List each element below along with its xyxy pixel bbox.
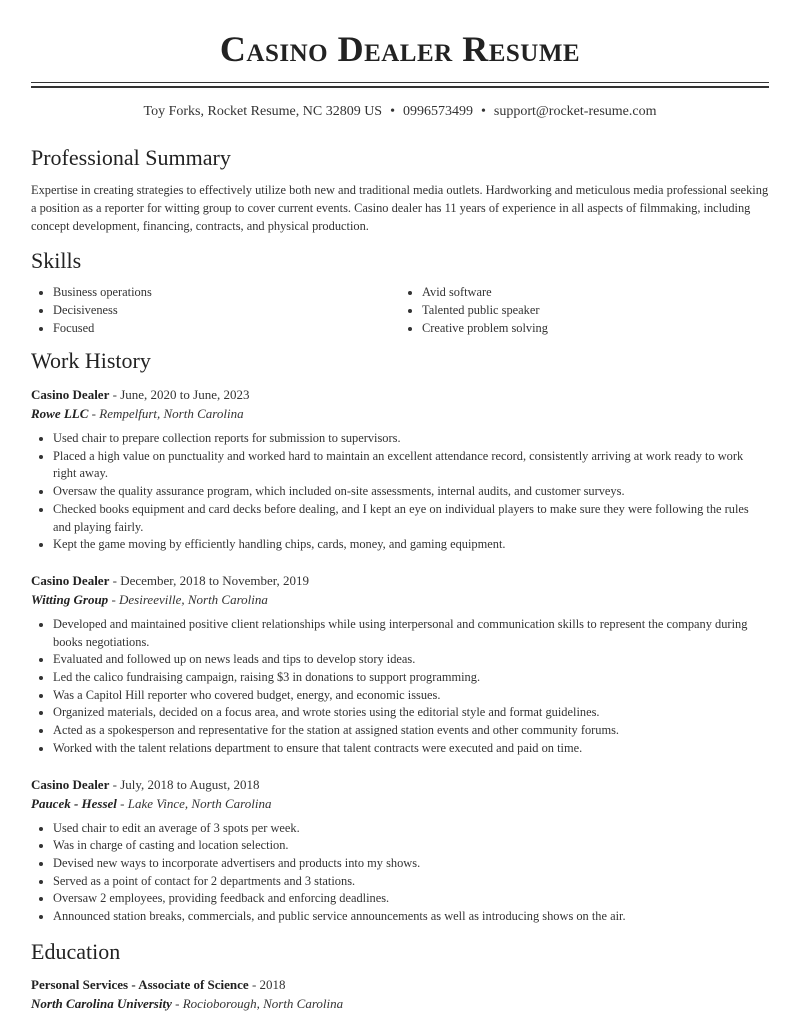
job-dates: - December, 2018 to November, 2019 bbox=[109, 572, 310, 588]
job-title-line bbox=[31, 571, 769, 590]
skills-section bbox=[31, 247, 769, 337]
job-bullet: • Kept the game moving by efficiently handling chips, cards, money, and gaming equipment. bbox=[53, 536, 769, 554]
job-dates: - June, 2020 to June, 2023 bbox=[109, 387, 250, 402]
professional-summary-section bbox=[31, 144, 769, 235]
job-bullet: • Served as a point of contact for 2 departments and 3 stations. bbox=[53, 873, 769, 891]
employer-name: Rowe LLC bbox=[31, 406, 89, 421]
employer-line bbox=[31, 404, 769, 423]
job-bullet: • Acted as a spokesperson and representative for the station at assigned station events and other community forums. bbox=[53, 722, 769, 740]
job-bullet: • Announced station breaks, commercials, and public service announcements as well as introducing shows on the air. bbox=[53, 908, 769, 926]
job-title: Casino Dealer bbox=[31, 387, 110, 402]
employer-name: Witting Group bbox=[31, 591, 109, 607]
skill-item: • Decisiveness bbox=[53, 301, 400, 319]
employer-name: Paucek - Hessel bbox=[31, 795, 117, 811]
employer-location: - Lake Vince, North Carolina bbox=[116, 795, 272, 811]
job-bullet: • Oversaw 2 employees, providing feedback and enforcing deadlines. bbox=[53, 890, 769, 908]
skill-item: • Talented public speaker bbox=[422, 301, 769, 319]
contact-phone: 0996573499 bbox=[403, 104, 473, 119]
job-bullets bbox=[31, 820, 769, 926]
job-title-line bbox=[31, 385, 769, 404]
summary-text: Expertise in creating strategies to effectively utilize both new and traditional media outlets. Hardworking and meticulous media professional seeking a position as a reporter for witting group to cover current events. Casino dealer has 11 years of experience in all aspects of filmmaking, including concept development, financing, contracts, and physical production. bbox=[31, 183, 769, 233]
job-bullet: • Led the calico fundraising campaign, raising $3 in donations to support programming. bbox=[53, 669, 769, 687]
work-history-section bbox=[31, 347, 769, 926]
skill-item: • Avid software bbox=[422, 283, 769, 301]
job-bullet: • Developed and maintained positive client relationships while using interpersonal and communication skills to represent the company during books negotiations. bbox=[53, 616, 769, 651]
job-title: Casino Dealer bbox=[31, 776, 110, 792]
job-bullets bbox=[31, 616, 769, 758]
school-name: North Carolina University bbox=[31, 995, 172, 1011]
education-entry bbox=[31, 975, 769, 1013]
skills-columns bbox=[31, 283, 769, 337]
job-bullet: • Evaluated and followed up on news leads and tips to develop story ideas. bbox=[53, 651, 769, 669]
job-bullet: • Was a Capitol Hill reporter who covered budget, energy, and economic issues. bbox=[53, 687, 769, 705]
employer-location: - Desireeville, North Carolina bbox=[108, 591, 268, 607]
job-bullet: • Used chair to edit an average of 3 spots per week. bbox=[53, 820, 769, 838]
summary-heading: Professional Summary bbox=[31, 145, 231, 170]
job-title: Casino Dealer bbox=[31, 572, 110, 588]
contact-address: Toy Forks, Rocket Resume, NC 32809 US bbox=[143, 104, 383, 119]
degree-name: Personal Services - Associate of Science bbox=[31, 976, 249, 992]
job-bullet: • Organized materials, decided on a focus area, and wrote stories using the editorial style and format guidelines. bbox=[53, 704, 769, 722]
skill-item: • Business operations bbox=[53, 283, 400, 301]
job-bullet: • Was in charge of casting and location selection. bbox=[53, 837, 769, 855]
contact-email: support@rocket-resume.com bbox=[493, 104, 657, 119]
education-heading: Education bbox=[31, 938, 121, 964]
job-bullet: • Oversaw the quality assurance program, which included on-site assessments, internal audits, and customer surveys. bbox=[53, 483, 769, 501]
employer-location: - Rempelfurt, North Carolina bbox=[88, 406, 244, 421]
school-line bbox=[31, 994, 769, 1013]
school-location: - Rocioborough, North Carolina bbox=[171, 995, 344, 1011]
job-entry bbox=[31, 571, 769, 758]
job-bullet: • Devised new ways to incorporate advertisers and products into my shows. bbox=[53, 855, 769, 873]
job-bullet: • Used chair to prepare collection reports for submission to supervisors. bbox=[53, 430, 769, 448]
skills-left-column bbox=[31, 283, 400, 337]
title-divider bbox=[31, 82, 769, 88]
employer-line bbox=[31, 590, 769, 609]
degree-year: - 2018 bbox=[248, 976, 286, 992]
job-entry bbox=[31, 775, 769, 926]
job-bullets bbox=[31, 430, 769, 554]
contact-separator: • bbox=[481, 104, 486, 119]
work-history-heading: Work History bbox=[31, 348, 151, 373]
skill-item: • Focused bbox=[53, 319, 400, 337]
job-entry bbox=[31, 385, 769, 554]
job-bullet: • Checked books equipment and card decks before dealing, and I kept an eye on individual players to make sure they were following the rules and playing fairly. bbox=[53, 501, 769, 536]
degree-line bbox=[31, 975, 769, 994]
skills-heading: Skills bbox=[31, 248, 82, 273]
skill-item: • Creative problem solving bbox=[422, 319, 769, 337]
job-bullet: • Worked with the talent relations department to ensure that talent contracts were executed and paid on time. bbox=[53, 740, 769, 758]
contact-separator: • bbox=[390, 104, 395, 119]
education-section bbox=[31, 938, 769, 1013]
job-title-line bbox=[31, 775, 769, 794]
employer-line bbox=[31, 794, 769, 813]
contact-line bbox=[31, 104, 769, 124]
job-bullet: • Placed a high value on punctuality and worked hard to maintain an excellent attendance record, consistently arriving at work ready to work right away. bbox=[53, 448, 769, 483]
skills-right-column bbox=[400, 283, 769, 337]
resume-title: Casino Dealer Resume bbox=[219, 29, 581, 69]
job-dates: - July, 2018 to August, 2018 bbox=[109, 776, 260, 792]
